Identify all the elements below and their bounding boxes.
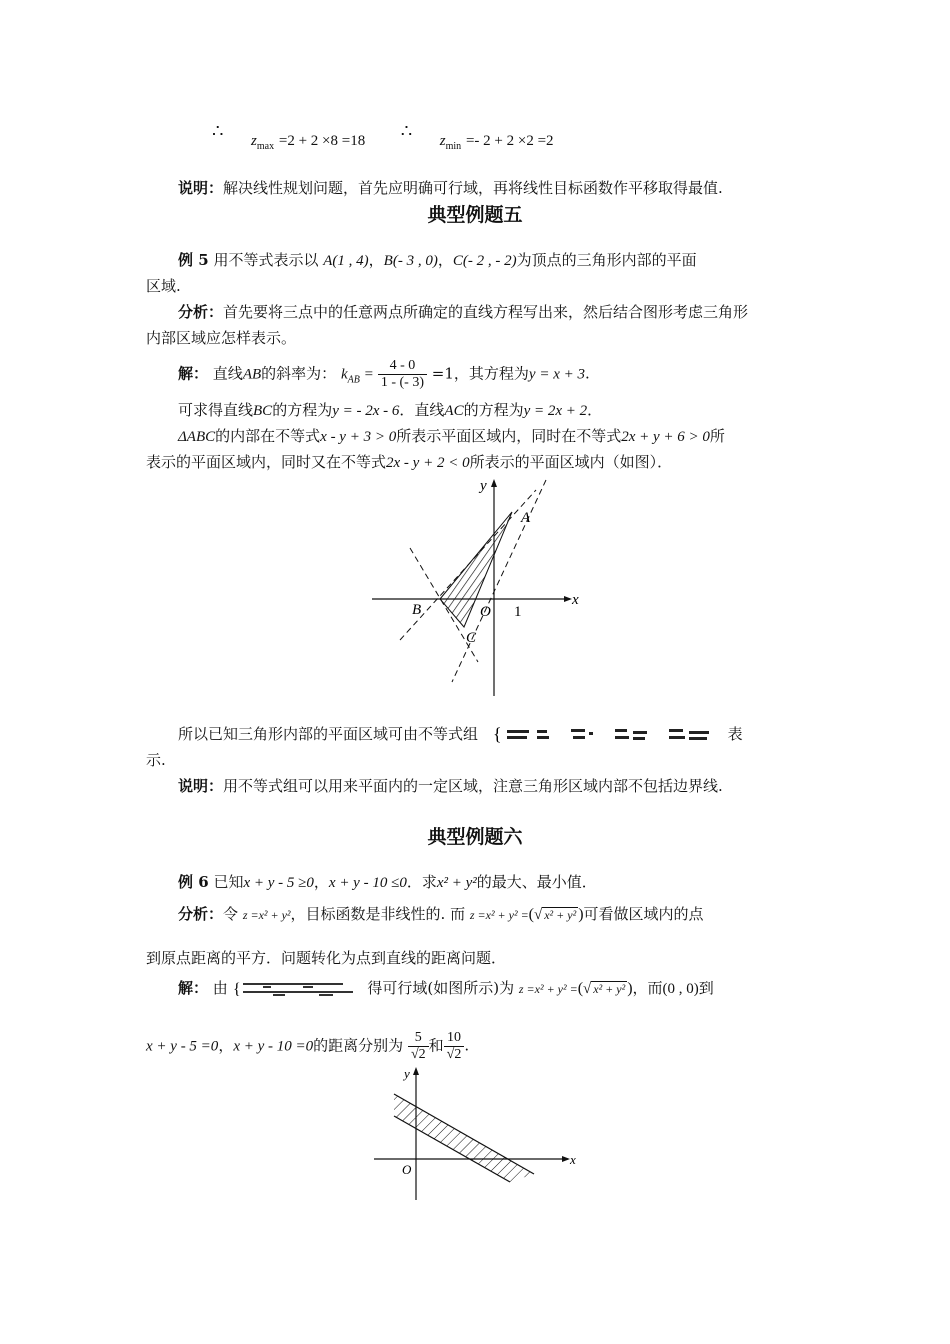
section-title-5: 典型例题五 bbox=[427, 204, 523, 226]
denominator: √2 bbox=[410, 1047, 426, 1062]
label-one: 1 bbox=[514, 604, 522, 620]
boundary-x-y-5 bbox=[394, 1116, 510, 1182]
point-b: B(- 3 , 0) bbox=[383, 253, 438, 269]
therefore-symbol-2: ∴ bbox=[400, 121, 413, 142]
ex6-solution-line1: 解： 由 { 得可行域(如图所示)为 z =x² + y² =(√ x² + y² )，而(0 , 0)到 bbox=[178, 979, 714, 998]
analysis-text: 可看做区域内的点 bbox=[583, 905, 704, 923]
sol-text: 由 bbox=[212, 979, 228, 997]
sol-text: 的内部在不等式 bbox=[215, 427, 321, 445]
ex5-solution-line2 bbox=[178, 398, 848, 423]
svg-text:{: { bbox=[492, 726, 502, 744]
shaded-strip bbox=[394, 1094, 534, 1182]
ex5-solution-line1 bbox=[178, 358, 848, 393]
analysis-label: 分析： bbox=[178, 303, 224, 321]
x-axis-label-6: x bbox=[570, 1152, 576, 1167]
ex5-problem-line1 bbox=[178, 248, 848, 273]
ex6-label: 例 6 bbox=[178, 873, 209, 891]
y-axis-label-6: y bbox=[404, 1066, 410, 1081]
ex6-text: 的最大、最小值． bbox=[476, 873, 597, 891]
numerator: 10 bbox=[444, 1030, 465, 1047]
segment-ab: AB bbox=[242, 366, 262, 383]
z-sqrt-expr: z =x² + y² = bbox=[518, 982, 578, 996]
sqrt-radicand: x² + y² bbox=[593, 982, 626, 996]
x-axis-label: x bbox=[572, 592, 579, 608]
denominator: √2 bbox=[446, 1047, 462, 1062]
ex5-problem-line2: 区域. bbox=[146, 277, 181, 295]
segment-bc: BC bbox=[253, 403, 273, 419]
ex5-solution-line3 bbox=[178, 424, 848, 449]
zmin-sub: min bbox=[445, 141, 462, 152]
note-text: 用不等式组可以用来平面内的一定区域，注意三角形区域内部不包括边界线. bbox=[223, 777, 723, 795]
sol-text: 表示的平面区域内，同时又在不等式 bbox=[146, 453, 387, 471]
triangle-abc: ΔABC bbox=[178, 429, 216, 445]
zmax-sub: max bbox=[256, 141, 275, 152]
sol-text: 的斜率为： bbox=[261, 364, 337, 383]
label-b: B bbox=[412, 602, 422, 618]
strip-region-figure bbox=[370, 1064, 590, 1204]
ex5-conclusion-line2: 示. bbox=[146, 751, 166, 769]
note-label: 说明： bbox=[178, 777, 224, 795]
objective: x² + y² bbox=[436, 875, 477, 891]
analysis-text: 令 bbox=[223, 905, 239, 923]
zmin-expr: =- 2 + 2 ×2 =2 bbox=[465, 133, 554, 149]
equation-bc: y = - 2x - 6 bbox=[332, 403, 400, 419]
sep: ， bbox=[437, 251, 453, 269]
note-text: 解决线性规划问题，首先应明确可行域，再将线性目标函数作平移取得最值. bbox=[223, 179, 723, 197]
z-sqrt-expr: z =x² + y² = bbox=[469, 908, 529, 922]
ex6-analysis-line2: 到原点距离的平方．问题转化为点到直线的距离问题． bbox=[146, 949, 507, 967]
sep: ， bbox=[218, 1036, 234, 1055]
therefore-line bbox=[212, 121, 882, 159]
section-title-6: 典型例题六 bbox=[427, 826, 523, 848]
shaded-triangle bbox=[440, 512, 512, 627]
constraint-1: x + y - 5 ≥0 bbox=[243, 875, 314, 891]
line-1: x + y - 5 =0 bbox=[146, 1038, 219, 1055]
fraction-denominator: 1 - (- 3) bbox=[380, 375, 425, 390]
distance-fraction-1 bbox=[408, 1030, 429, 1063]
sol-text: 直线 bbox=[212, 364, 243, 383]
point-a: A(1 , 4) bbox=[323, 253, 369, 269]
therefore-symbol: ∴ bbox=[212, 121, 224, 142]
z-definition: z =x² + y² bbox=[242, 908, 291, 922]
inequality-2: 2x + y + 6 > 0 bbox=[621, 429, 710, 445]
solution-label: 解： bbox=[178, 364, 209, 383]
sep: ， bbox=[313, 873, 329, 891]
label-a: A bbox=[521, 510, 531, 526]
constraint-system-image bbox=[233, 980, 363, 998]
constraint-2: x + y - 10 ≤0 bbox=[328, 875, 407, 891]
sol-text: 得可行域(如图所示)为 bbox=[367, 979, 515, 997]
ex6-solution-line2 bbox=[146, 1030, 816, 1063]
sqrt-radicand: x² + y² bbox=[544, 908, 577, 922]
label-c: C bbox=[466, 630, 477, 646]
ex6-text: 已知 bbox=[213, 873, 244, 891]
sol-text: ，而 bbox=[632, 979, 663, 997]
svg-text:{: { bbox=[232, 981, 241, 998]
inequality-1: x - y + 3 > 0 bbox=[320, 429, 397, 445]
ex6-problem bbox=[178, 870, 848, 895]
ex5-note bbox=[178, 774, 848, 798]
sol-text: ．直线 bbox=[399, 401, 445, 419]
inequality-system-image bbox=[493, 726, 723, 744]
period: ． bbox=[587, 401, 603, 419]
zmax-label: z bbox=[251, 133, 257, 149]
sol-text: 的距离分别为 bbox=[313, 1036, 404, 1055]
period: . bbox=[464, 1036, 470, 1055]
triangle-region-figure bbox=[360, 472, 590, 702]
sol-text: 的方程为 bbox=[272, 401, 333, 419]
slope-sub: AB bbox=[347, 374, 360, 386]
inequality-3: 2x - y + 2 < 0 bbox=[386, 455, 470, 471]
note-label: 说明： bbox=[178, 179, 224, 197]
boundary-x-y-10 bbox=[394, 1094, 534, 1174]
ex5-text: 为顶点的三角形内部的平面 bbox=[516, 251, 697, 269]
ex5-text: 用不等式表示以 bbox=[213, 251, 319, 269]
distance-fraction-2 bbox=[444, 1030, 465, 1063]
sol-text: 所表示的平面区域内（如图）． bbox=[469, 453, 673, 471]
ex5-analysis-line1 bbox=[178, 300, 848, 324]
equation-ac: y = 2x + 2 bbox=[523, 403, 588, 419]
y-axis-arrow-6 bbox=[413, 1067, 419, 1075]
analysis-label: 分析： bbox=[178, 905, 224, 923]
sol-text: 到 bbox=[698, 979, 714, 997]
sol-text: 所表示平面区域内，同时在不等式 bbox=[396, 427, 622, 445]
ex5-analysis-line2: 内部区域应怎样表示。 bbox=[146, 329, 297, 347]
equation-ab: y = x + 3 bbox=[528, 366, 585, 383]
segment-ac: AC bbox=[444, 403, 464, 419]
solution-label: 解： bbox=[178, 979, 209, 997]
ex6-analysis-line1: 分析：令 z =x² + y²，目标函数是非线性的. 而 z =x² + y² =(√ x² + y² )可看做区域内的点 bbox=[178, 905, 704, 923]
conclusion-text: 所以已知三角形内部的平面区域可由不等式组 bbox=[178, 725, 479, 743]
ex6-text: ．求 bbox=[406, 873, 437, 891]
blurred-constraints-graphic bbox=[233, 980, 363, 998]
sol-text: 可求得直线 bbox=[178, 401, 254, 419]
fraction-numerator: 4 - 0 bbox=[378, 358, 427, 375]
zmax-expr: =2 + 2 ×8 =18 bbox=[278, 133, 366, 149]
y-axis-arrow bbox=[491, 479, 497, 487]
sol-text: 所 bbox=[709, 427, 725, 445]
numerator: 5 bbox=[408, 1030, 429, 1047]
y-axis-label: y bbox=[480, 478, 487, 494]
sep: ， bbox=[368, 251, 384, 269]
slope-fraction bbox=[378, 358, 427, 391]
origin-point: (0 , 0) bbox=[662, 981, 699, 997]
origin-label-6: O bbox=[402, 1162, 412, 1177]
analysis-text: 首先要将三点中的任意两点所确定的直线方程写出来，然后结合图形考虑三角形 bbox=[223, 303, 749, 321]
and-text: 和 bbox=[428, 1036, 444, 1055]
x-axis-arrow bbox=[564, 596, 572, 602]
ex5-conclusion-line1 bbox=[178, 722, 848, 746]
sol-text: 的方程为 bbox=[463, 401, 524, 419]
x-axis-arrow-6 bbox=[562, 1156, 570, 1162]
blurred-system-graphic bbox=[493, 726, 723, 744]
slope-k: k bbox=[340, 366, 348, 383]
equals: = bbox=[364, 366, 374, 383]
zmin-label: z bbox=[439, 133, 446, 149]
point-c: C(- 2 , - 2) bbox=[452, 253, 517, 269]
label-o: O bbox=[480, 604, 491, 620]
analysis-text: ，目标函数是非线性的. 而 bbox=[290, 905, 466, 923]
line-2: x + y - 10 =0 bbox=[233, 1038, 314, 1055]
sol-text: =1，其方程为 bbox=[431, 364, 529, 383]
conclusion-text: 表 bbox=[727, 725, 743, 743]
period: . bbox=[584, 364, 590, 383]
ex5-label: 例 5 bbox=[178, 251, 209, 269]
top-note bbox=[178, 176, 848, 200]
